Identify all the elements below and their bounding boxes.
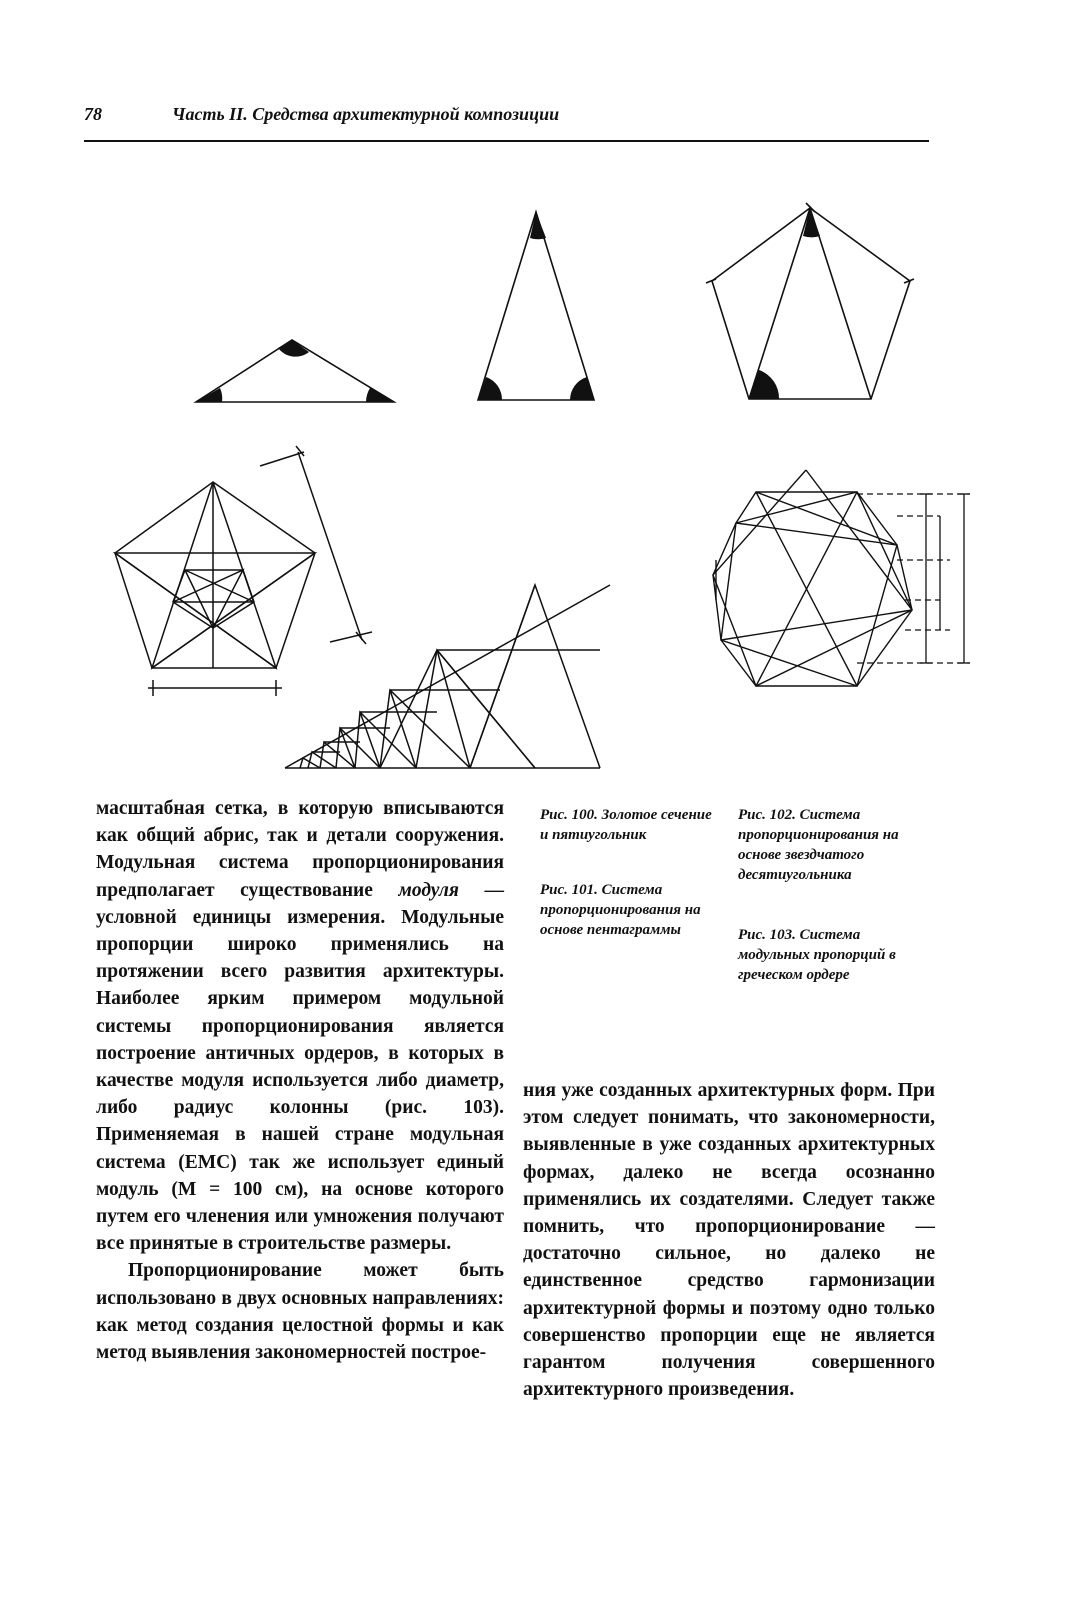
- body-column-right: [523, 1077, 935, 1403]
- caption-fig101: Рис. 101. Система пропорционирования на основе пентаграммы: [540, 882, 701, 938]
- figure-illustrations: [0, 0, 1067, 790]
- fig101-pentagram: [115, 446, 372, 696]
- caption-fig100: Рис. 100. Золотое сечение и пятиугольник: [540, 807, 712, 843]
- fig102-dimension-verticals: [920, 494, 970, 663]
- paragraph-1: [96, 795, 504, 1257]
- acute-triangle: [478, 212, 594, 400]
- body-column-left: [96, 795, 504, 1366]
- fig103-triangle-grid: [285, 585, 610, 768]
- term-modulya: модуля: [398, 879, 459, 901]
- paragraph-2: Пропорционирование может быть использовано в двух основных направлениях: как метод создания целостной формы и как метод выявления закономерностей построе-: [96, 1260, 504, 1364]
- caption-fig103: Рис. 103. Система модульных пропорций в греческом ордере: [738, 927, 896, 983]
- caption-fig102: Рис. 102. Система пропорционирования на основе звездчатого десятиугольника: [738, 807, 899, 883]
- fig102-dimension-lines: [857, 494, 970, 663]
- page-number: 78: [84, 104, 102, 124]
- paragraph-1-end: — условной единицы измерения. Модульные пропорции широко применялись на протяжении всего развития архитектуры. Наиболее ярким примером модульной системы пропорционирования является построение античных ордеров, в которых в качестве модуля используется либо диаметр, либо радиус колонны (рис. 103). Применяемая в нашей стране модульная система (ЕМС) так же использует единый модуль (М = 100 см), на основе которого путем его членения или умножения получают все принятые в строительстве размеры.: [96, 879, 504, 1255]
- paragraph-2-continued: ния уже созданных архитектурных форм. При этом следует понимать, что закономерности, выявленные в уже созданных архитектурных формах, далеко не всегда осознанно применялись их создателями. Следует также помнить, что пропорционирование — достаточно сильное, но далеко не единственное средство гармонизации архитектурной формы и поэтому одно только совершенство пропорции еще не является гарантом получения совершенного архитектурного произведения.: [523, 1080, 935, 1401]
- paragraph-1-start: масштабная сетка, в которую вписываются как общий абрис, так и детали сооружения. Модульная система пропорционирования предполагает существование: [96, 798, 504, 901]
- fig102-decagon: [713, 470, 912, 686]
- running-title: Часть II. Средства архитектурной композиции: [172, 104, 560, 124]
